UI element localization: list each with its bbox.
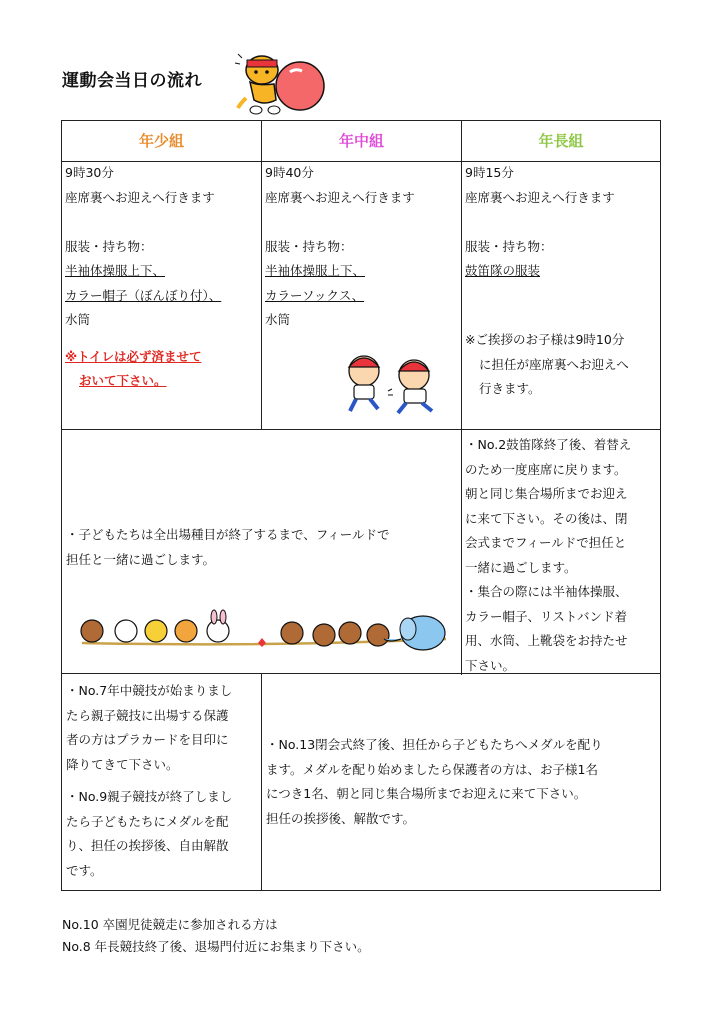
parent-event-line: たら親子競技に出場する保護 (66, 707, 229, 723)
drum-band-note-line: 一緒に過ごします。 (465, 559, 577, 575)
nenchuu-items-label: 服装・持ち物： (265, 238, 353, 254)
drum-band-note-line: 会式までフィールドで担任と (465, 535, 627, 550)
header-nenchou: 年長組 (538, 132, 584, 150)
drum-band-note-line: 下さい。 (465, 657, 516, 673)
nenchou-time: 9時15分 (465, 165, 514, 180)
nenshou-cell (65, 161, 260, 394)
closing-ceremony-note (266, 733, 660, 831)
drum-band-note-line: カラー帽子、リストバンド着 (465, 608, 628, 624)
closing-note-line: ・No.13閉会式終了後、担任から子どもたちへメダルを配り (266, 737, 603, 752)
toilet-warning: おいて下さい。 (79, 373, 167, 388)
tiger-ball-icon (234, 50, 326, 116)
nenshou-item: カラー帽子（ぼんぼり付）、 (65, 287, 222, 303)
field-note-line: 担任と一緒に過ごします。 (66, 551, 216, 567)
drum-band-note-line: 用、水筒、上靴袋をお持たせ (465, 633, 628, 648)
parent-event-line: 者の方はプラカードを目印に (66, 732, 229, 747)
parent-event-note (66, 679, 260, 883)
header-nenchuu: 年中組 (338, 132, 384, 150)
greeting-note: ※ご挨拶のお子様は9時10分 (465, 332, 625, 347)
nenshou-item: 水筒 (65, 312, 91, 327)
closing-note-line: ます。メダルを配り始めましたら保護者の方は、お子様1名 (266, 761, 598, 777)
nenchou-item: 鼓笛隊の服装 (465, 263, 541, 278)
drum-band-note (465, 433, 660, 678)
drum-band-note-line: 朝と同じ集合場所までお迎え (465, 486, 628, 501)
nenshou-items-label: 服装・持ち物： (65, 238, 153, 254)
nenchuu-cell (265, 161, 460, 333)
closing-note-line: につき1名、朝と同じ集合場所までお迎えに来て下さい。 (266, 786, 587, 801)
drum-band-note-line: に来て下さい。その後は、閉 (465, 510, 628, 526)
page-title: 運動会当日の流れ (62, 71, 202, 91)
footer-line: No.8 年長競技終了後、退場門付近にお集まり下さい。 (62, 939, 370, 954)
schedule-table (61, 120, 661, 891)
tug-of-war-animals-icon (78, 609, 450, 665)
parent-event-line: 降りてきて下さい。 (66, 756, 179, 772)
greeting-note: に担任が座席裏へお迎えへ (479, 356, 629, 372)
parent-event-line: ・No.9親子競技が終了しまし (66, 789, 233, 804)
parent-event-line: です。 (66, 862, 103, 878)
running-children-icon (338, 343, 450, 417)
nenchuu-pickup: 座席裏へお迎えへ行きます (265, 189, 415, 205)
footer-line: No.10 卒園児徒競走に参加される方は (62, 917, 278, 932)
drum-band-note-line: ・集合の際には半袖体操服、 (465, 584, 628, 599)
footer-note (62, 914, 370, 958)
nenshou-time: 9時30分 (65, 165, 114, 180)
parent-event-line: り、担任の挨拶後、自由解散 (66, 838, 229, 853)
field-note (66, 523, 460, 572)
drum-band-note-line: のため一度座席に戻ります。 (465, 461, 627, 477)
nenchuu-item: 半袖体操服上下、 (265, 263, 366, 278)
nenchuu-item: 水筒 (265, 312, 291, 327)
closing-note-line: 担任の挨拶後、解散です。 (266, 810, 416, 826)
nenshou-pickup: 座席裏へお迎えへ行きます (65, 189, 215, 205)
nenchou-cell (465, 161, 660, 402)
header-nenshou: 年少組 (138, 132, 184, 150)
parent-event-line: たら子どもたちにメダルを配 (66, 813, 229, 829)
nenchou-pickup: 座席裏へお迎えへ行きます (465, 189, 615, 205)
drum-band-note-line: ・No.2鼓笛隊終了後、着替え (465, 437, 632, 452)
parent-event-line: ・No.7年中競技が始まりまし (66, 683, 233, 698)
field-note-line: ・子どもたちは全出場種目が終了するまで、フィールドで (66, 527, 390, 542)
nenchou-items-label: 服装・持ち物： (465, 238, 553, 254)
nenchuu-item: カラーソックス、 (265, 287, 365, 303)
nenchuu-time: 9時40分 (265, 165, 314, 180)
nenshou-item: 半袖体操服上下、 (65, 263, 166, 278)
greeting-note: 行きます。 (479, 381, 541, 396)
toilet-warning: ※トイレは必ず済ませて (65, 348, 202, 364)
